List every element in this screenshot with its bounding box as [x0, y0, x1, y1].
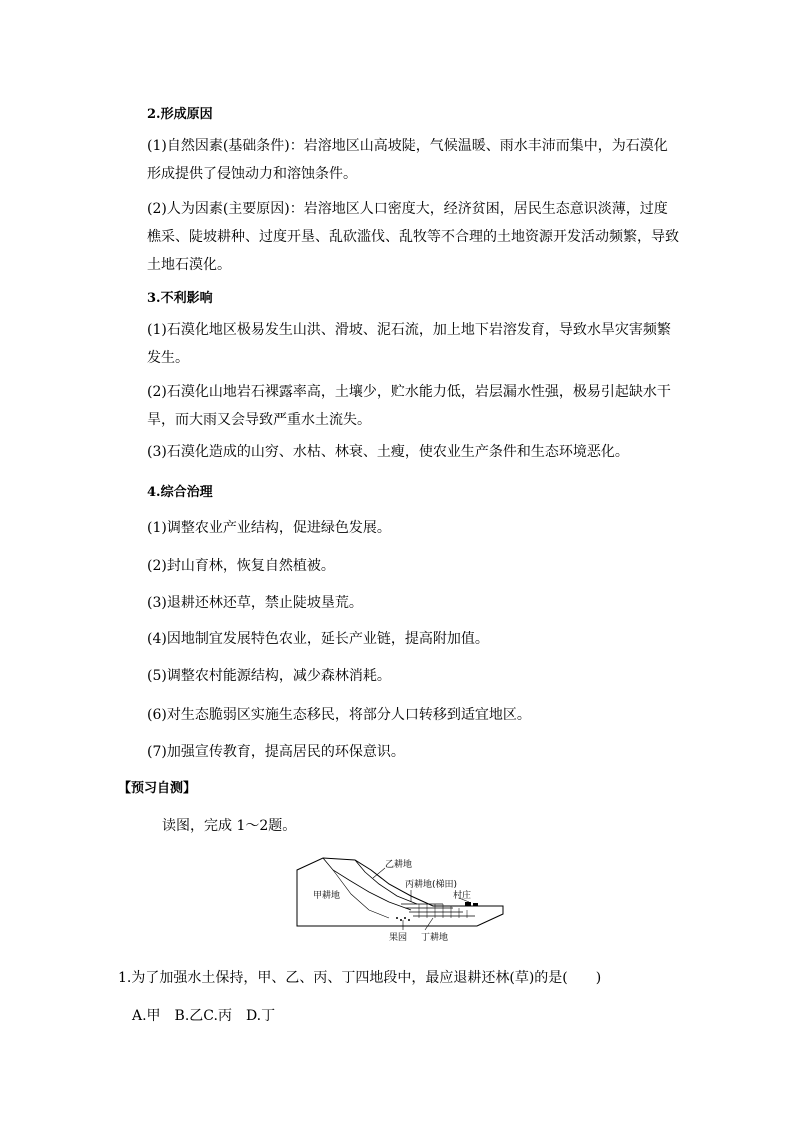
- label-jia-field: 甲耕地: [313, 891, 341, 901]
- paragraph-natural-factors: [147, 132, 677, 188]
- paragraph-impact-1: [147, 316, 677, 372]
- paragraph-text: (1)自然因素(基础条件)：岩溶地区山高坡陡，气候温暖、雨水丰沛而集中，为石漠化形成提供了侵蚀动力和溶蚀条件。: [147, 138, 668, 182]
- paragraph-text: (3)石漠化造成的山穷、水枯、林衰、土瘦，使农业生产条件和生态环境恶化。: [147, 444, 629, 460]
- list-item: (3)退耕还林还草，禁止陡坡垦荒。: [147, 595, 363, 611]
- section-title-governance: 4.综合治理: [147, 485, 213, 500]
- preview-title: 【预习自测】: [118, 781, 197, 796]
- question-1-stem: 1.为了加强水土保持，甲、乙、丙、丁四地段中，最应退耕还林(草)的是( ): [118, 970, 602, 986]
- label-orchard: 果园: [389, 933, 408, 942]
- label-yi-field: 乙耕地: [385, 860, 413, 870]
- paragraph-text: (2)人为因素(主要原因)：岩溶地区人口密度大，经济贫困，居民生态意识淡薄，过度樵采、陡坡耕种、过度开垦、乱砍滥伐、乱牧等不合理的土地资源开发活动频繁，导致土地石漠化。: [147, 201, 679, 273]
- section-title-impacts: 3.不利影响: [147, 291, 213, 306]
- paragraph-text: (2)石漠化山地岩石裸露率高，土壤少，贮水能力低，岩层漏水性强，极易引起缺水干旱，而大雨又会导致严重水土流失。: [147, 384, 671, 428]
- preview-intro: 读图，完成 1～2题。: [162, 818, 297, 834]
- list-item: (7)加强宣传教育，提高居民的环保意识。: [147, 744, 405, 760]
- list-item: (5)调整农村能源结构，减少森林消耗。: [147, 668, 391, 684]
- paragraph-impact-2: [147, 378, 677, 434]
- section-title-causes: 2.形成原因: [147, 107, 213, 122]
- paragraph-human-factors: [120, 195, 680, 279]
- paragraph-text: (1)石漠化地区极易发生山洪、滑坡、泥石流，加上地下岩溶发育，导致水旱灾害频繁发生。: [147, 322, 671, 366]
- list-item: (4)因地制宜发展特色农业，延长产业链，提高附加值。: [147, 631, 489, 647]
- label-ding-field: 丁耕地: [421, 933, 449, 942]
- list-item: (1)调整农业产业结构，促进绿色发展。: [147, 520, 391, 536]
- list-item: (2)封山育林，恢复自然植被。: [147, 558, 335, 574]
- question-1-options: A.甲 B.乙C.丙 D.丁: [132, 1008, 276, 1024]
- label-village: 村庄: [453, 891, 472, 901]
- paragraph-impact-3: [147, 438, 707, 466]
- list-item: (6)对生态脆弱区实施生态移民，将部分人口转移到适宜地区。: [147, 707, 531, 723]
- terrain-diagram: [293, 854, 505, 942]
- label-bing-field: 丙耕地(梯田): [405, 880, 458, 890]
